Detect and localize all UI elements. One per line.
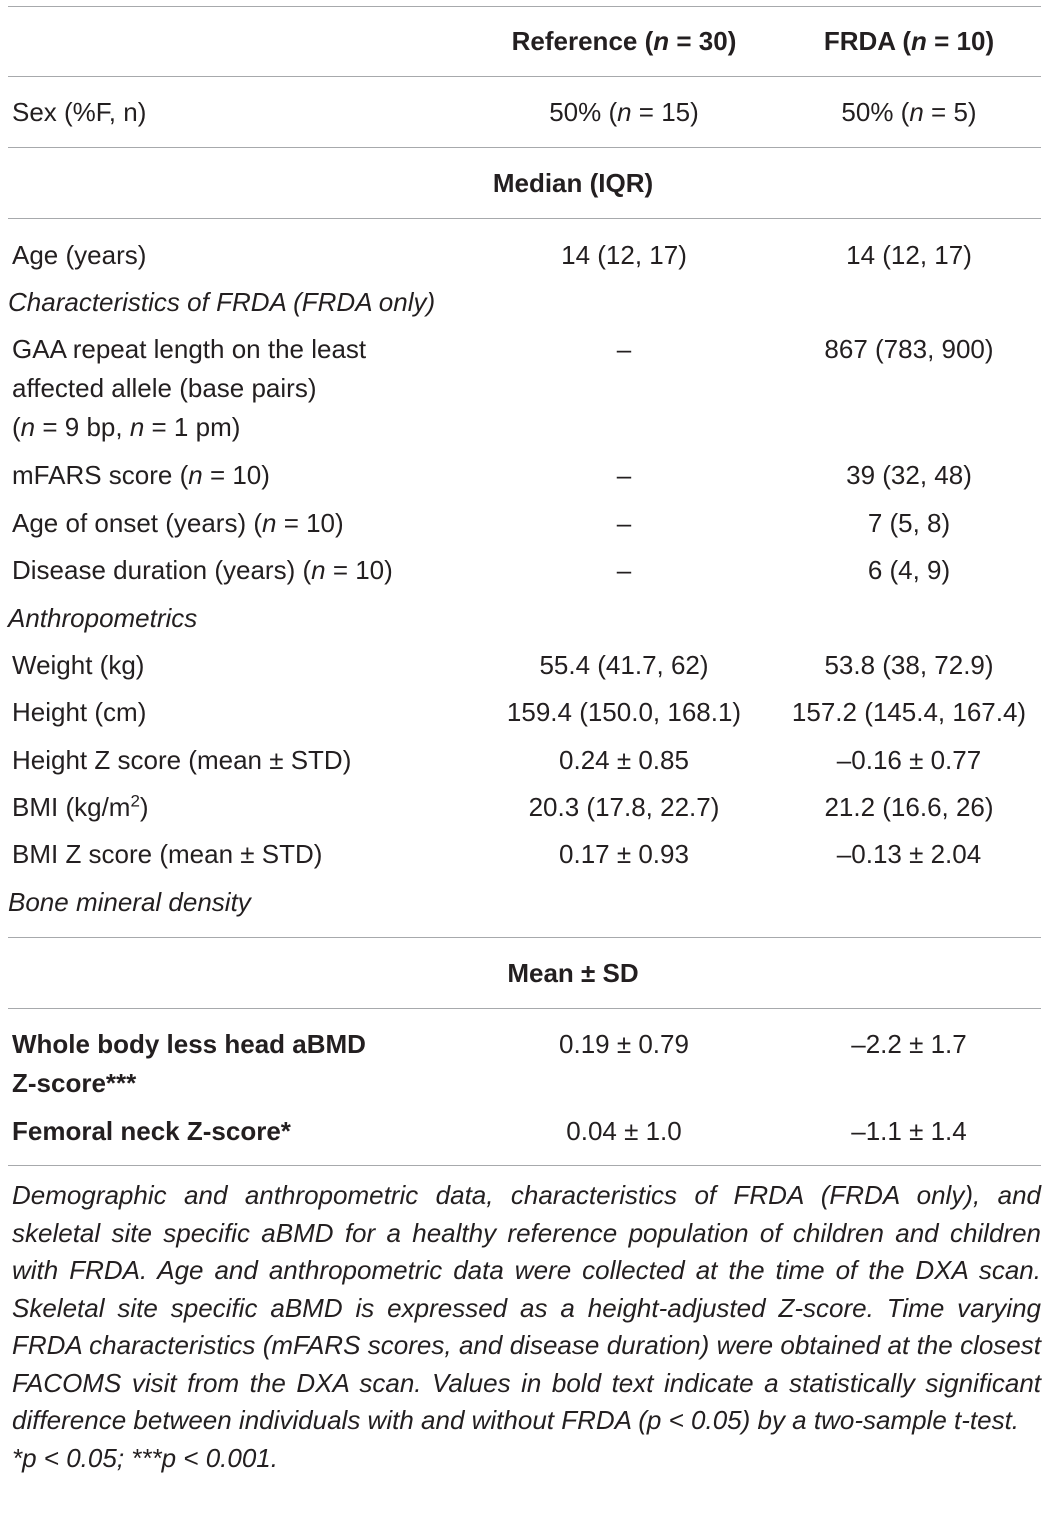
rule-before-mean [8,937,1041,938]
row-bmi-label: BMI $(kg/m^2)$ [12,791,149,822]
rule-bottom [8,1165,1041,1166]
mean-sd-header: Mean ± SD [507,958,639,988]
row-age-label: Age (years) [12,240,147,270]
row-femoral-reference: 0.04 ± 1.0 [566,1116,682,1146]
row-onset-label: Age of onset (years) (n = 10) [12,508,344,538]
section-bone-mineral-density: Bone mineral density [8,887,251,917]
median-iqr-header: Median (IQR) [492,168,654,198]
row-gaa-label-line1: GAA repeat length on the least [12,334,367,364]
table-caption [12,1177,1041,1477]
row-gaa-label-line2: affected allele (base pairs) [12,373,317,403]
row-femoral-label: Femoral neck Z-score* [12,1116,291,1146]
row-weight-frda: 53.8 (38, 72.9) [824,650,994,680]
row-height-frda: 157.2 (145.4, 167.4) [791,697,1027,727]
row-sex-frda: 50% (n = 5) [841,97,977,127]
row-onset-frda: 7 (5, 8) [867,508,951,538]
row-age-frda: 14 (12, 17) [846,240,972,270]
rule-after-mean [8,1008,1041,1009]
row-mfars-frda: 39 (32, 48) [846,460,972,490]
row-bmi-z-reference: 0.17 ± 0.93 [559,839,689,869]
row-weight-reference: 55.4 (41.7, 62) [539,650,709,680]
rule-top [8,6,1041,7]
row-sex-reference: 50% (n = 15) [549,97,699,127]
rule-after-sex [8,147,1041,148]
row-duration-frda: 6 (4, 9) [867,555,951,585]
row-height-z-reference: 0.24 ± 0.85 [559,745,689,775]
row-mfars-reference: – [616,460,632,490]
rule-after-header [8,76,1041,77]
header-reference: Reference (n = 30) [511,26,737,56]
row-gaa-label-line3: (n = 9 bp, n = 1 pm) [12,412,241,442]
row-bmi-z-frda: –0.13 ± 2.04 [836,839,982,869]
row-height-z-frda: –0.16 ± 0.77 [836,745,982,775]
row-height-reference: 159.4 (150.0, 168.1) [506,697,742,727]
row-duration-reference: – [616,555,632,585]
row-bmi-z-label: BMI Z score (mean ± STD) [12,839,323,869]
row-wblh-reference: 0.19 ± 0.79 [559,1029,689,1059]
row-bmi-frda: 21.2 (16.6, 26) [824,792,994,822]
row-weight-label: Weight (kg) [12,650,145,680]
row-gaa-frda: 867 (783, 900) [824,334,994,364]
caption-text: Demographic and anthropometric data, characteristics of FRDA (FRDA only), and skeletal site specific aBMD for a healthy reference population of children and children with FRDA. Age and anthropometric data were collected at the time of the DXA scan. Skeletal site specific aBMD is expressed as a height-adjusted Z-score. Time varying FRDA characteristics (mFARS scores, and disease duration) were obtained at the closest FACOMS visit from the DXA scan. Values in bold text indicate a statistically significant difference between individuals with and without FRDA (p < 0.05) by a two-sample t-test. [12,1180,1041,1435]
header-frda: FRDA (n = 10) [823,26,995,56]
rule-after-median [8,218,1041,219]
caption-footnote: *p < 0.05; ***p < 0.001. [12,1442,278,1473]
row-height-z-label: Height Z score (mean ± STD) [12,745,352,775]
row-femoral-frda: –1.1 ± 1.4 [851,1116,967,1146]
row-gaa-reference: – [616,334,632,364]
row-wblh-frda: –2.2 ± 1.7 [851,1029,967,1059]
section-anthropometrics: Anthropometrics [8,603,198,633]
row-mfars-label: mFARS score (n = 10) [12,460,270,490]
row-duration-label: Disease duration (years) (n = 10) [12,555,393,585]
row-height-label: Height (cm) [12,697,147,727]
row-wblh-label-line1: Whole body less head aBMD [12,1029,366,1059]
row-sex-label: Sex (%F, n) [12,97,147,127]
row-wblh-label-line2: Z-score*** [12,1068,137,1098]
row-age-reference: 14 (12, 17) [561,240,687,270]
row-onset-reference: – [616,508,632,538]
row-bmi-reference: 20.3 (17.8, 22.7) [528,792,720,822]
section-frda-characteristics: Characteristics of FRDA (FRDA only) [8,287,436,317]
